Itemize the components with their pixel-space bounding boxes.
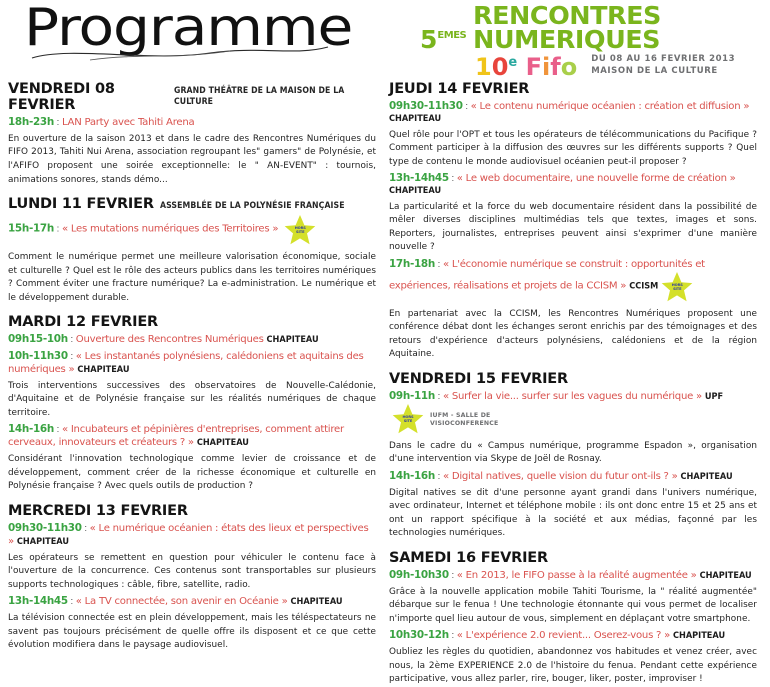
day-name: JEUDI 14 FEVRIER: [389, 81, 530, 97]
session-heading: [389, 258, 757, 305]
session-separator: :: [67, 596, 76, 608]
day-header: [8, 503, 376, 519]
session-title: « Surfer la vie... surfer sur les vagues du numérique »: [442, 390, 705, 402]
session-title: « Le contenu numérique océanien : création et diffusion »: [470, 101, 750, 112]
festival-dates: DU 08 AU 16 FEVRIER 2013: [591, 53, 736, 64]
session-description: Les opérateurs se remettent en question pour véhiculer le contenu face à l'ouverture de la concurrence. Ces contenus sont transportables sur plusieurs supports technologiques : câble, fibre, satellite, radio.: [8, 552, 376, 590]
session-title: « Les instantanés polynésiens, calédoniens et aquitains des numériques »: [8, 351, 364, 375]
session-venue: UPF: [704, 391, 724, 402]
day-name: LUNDI 11 FEVRIER: [8, 196, 154, 213]
session-venue: CHAPITEAU: [389, 113, 442, 124]
session-title: « L'expérience 2.0 revient... Oserez-vous ? »: [456, 630, 673, 642]
session-heading: [389, 470, 757, 484]
page-title: Programme: [24, 0, 353, 58]
festival-edition-number: 5: [420, 24, 437, 54]
session-description: En ouverture de la saison 2013 et dans le cadre des Rencontres Numériques du FIFO 2013, Tahiti Nui Arena, association regroupant les" gamers" de Polynésie, et l'AFIFO proposent une soirée exceptionnelle: le " AN-EVENT" : tournois, animations sonores, stands démo...: [8, 133, 376, 185]
session-venue: CHAPITEAU: [77, 364, 130, 375]
right-column: [389, 72, 757, 687]
fifo-number-1: 1: [475, 53, 492, 82]
day-header: [389, 81, 757, 97]
day-name: VENDREDI 15 FEVRIER: [389, 370, 568, 387]
fifo-letter-o: o: [560, 53, 578, 82]
hors-site-star-badge: [283, 215, 317, 248]
session-entry: [8, 595, 376, 653]
session-heading: [389, 100, 757, 126]
session-separator: :: [462, 101, 471, 112]
day-name: MERCREDI 13 FEVRIER: [8, 502, 188, 519]
session-heading: [389, 569, 757, 583]
session-heading: [389, 629, 757, 643]
session-venue: CHAPITEAU: [680, 471, 733, 482]
session-time: 10h-11h30: [8, 350, 68, 363]
badge-label: HORS SITE: [671, 282, 683, 291]
session-description: Quel rôle pour l'OPT et tous les opérateurs de télécommunications du Pacifique ? Comment participer à la diffusion des œuvres sur les différents supports ? Quel type de contenu le monde audiovisuel océanien peut-il proposer ?: [389, 129, 757, 167]
session-entry: [8, 423, 376, 493]
session-heading: [8, 333, 376, 347]
session-separator: :: [448, 569, 457, 581]
session-time: 15h-17h: [8, 222, 54, 235]
session-entry: [389, 470, 757, 541]
session-venue: CCISM: [629, 281, 659, 292]
session-description: Considérant l'innovation technologique comme levier de croissance et de développement, comment créer de la richesse économique et culturelle en Polynésie française ? Avec quels outils de production ?: [8, 454, 376, 492]
festival-info: [591, 53, 735, 78]
session-description: La particularité et la force du web documentaire résident dans la possibilité de mêler diverses disciplines multimédias tels que textes, images et sons. Reporters, journalistes, entreprises peuvent ainsi s'exprimer d'une manière nouvelle ?: [389, 201, 757, 253]
day-name: VENDREDI 08 FEVRIER: [8, 81, 115, 113]
day-name: MARDI 12 FEVRIER: [8, 314, 158, 331]
session-separator: :: [448, 173, 457, 185]
session-separator: :: [53, 223, 62, 235]
session-entry: [8, 350, 376, 420]
festival-place: MAISON DE LA CULTURE: [591, 65, 718, 76]
festival-edition-suffix: EMES: [437, 29, 467, 41]
session-venue-note: IUFM - SALLE DE VISIOCONFERENCE: [430, 412, 499, 428]
session-separator: :: [53, 117, 62, 128]
session-title: « Le web documentaire, une nouvelle forme de création »: [456, 173, 736, 185]
session-heading: [8, 350, 376, 377]
session-venue: CHAPITEAU: [290, 597, 343, 608]
day-header: [389, 550, 757, 566]
session-time: 10h30-12h: [389, 629, 449, 642]
day-header: [389, 371, 757, 387]
session-entry: [8, 116, 376, 187]
session-entry: [389, 172, 757, 255]
session-entry: [8, 522, 376, 592]
session-separator: :: [67, 351, 76, 363]
session-time: 18h-23h: [8, 116, 54, 128]
session-separator: :: [434, 258, 443, 270]
day-header: [8, 314, 376, 330]
session-entry: [389, 100, 757, 169]
session-venue: CHAPITEAU: [266, 335, 319, 346]
session-venue: CHAPITEAU: [196, 438, 249, 449]
session-entry: [389, 569, 757, 627]
fifo-letter-f: F: [525, 53, 542, 82]
session-description: En partenariat avec la CCISM, les Rencontres Numériques proposent une conférence débat dont les échanges seront enrichis par des témoignages et des retours d'expérience d'acteurs polynésiens, calédoniens et de la région Aquitaine.: [389, 308, 757, 360]
session-heading: [8, 215, 376, 248]
badge-label: HORS SITE: [294, 226, 306, 235]
session-title: Ouverture des Rencontres Numériques: [75, 334, 267, 346]
day-header: [8, 81, 376, 113]
page-header: [0, 0, 770, 82]
session-entry: [389, 258, 757, 362]
session-title: « L'économie numérique se construit : opportunités et expériences, réalisations et projets de la CCISM »: [389, 258, 705, 292]
session-entry: [8, 333, 376, 347]
session-separator: :: [81, 522, 90, 534]
session-heading: [8, 116, 376, 130]
session-time: 09h-11h: [389, 389, 435, 402]
session-time: 09h30-11h30: [8, 521, 82, 534]
fifo-logo: [475, 53, 578, 82]
session-entry: [389, 390, 757, 467]
session-description: Comment le numérique permet une meilleure valorisation économique, sociale et culturelle ? Quel est le rôle des acteurs publics dans les territoires numériques ? Comment éviter une fracture numérique? La e-administration. Le numérique et le développement durable.: [8, 252, 376, 303]
hors-site-star-badge: [660, 272, 694, 305]
left-column: [8, 72, 376, 687]
session-heading: [389, 390, 757, 437]
session-separator: :: [53, 424, 62, 436]
day-venue: GRAND THÉÂTRE DE LA MAISON DE LA CULTURE: [174, 85, 345, 107]
session-heading: [8, 522, 376, 549]
session-venue: CHAPITEAU: [673, 631, 726, 642]
session-description: Dans le cadre du « Campus numérique, programme Espadon », organisation d'une intervention via Skype de Joël de Rosnay.: [389, 440, 757, 465]
badge-label: HORS SITE: [402, 414, 414, 423]
session-separator: :: [434, 470, 443, 482]
fifo-letter-i: i: [542, 53, 551, 82]
session-title: « La TV connectée, son avenir en Océanie »: [75, 596, 291, 608]
session-separator: :: [448, 630, 457, 642]
festival-name: RENCONTRES NUMERIQUES: [473, 1, 662, 54]
session-title: « Incubateurs et pépinières d'entreprises, comment attirer cerveaux, innovateurs et créateurs ? »: [8, 424, 344, 449]
day-header: [8, 196, 376, 212]
fifo-number-0: 0: [491, 53, 509, 82]
session-heading: [389, 172, 757, 198]
day-venue: ASSEMBLÉE DE LA POLYNÉSIE FRANÇAISE: [159, 200, 345, 212]
session-heading: [8, 595, 376, 609]
session-time: 09h30-11h30: [389, 100, 463, 112]
session-heading: [8, 423, 376, 450]
session-entry: [8, 215, 376, 305]
session-description: Digital natives se dit d'une personne ayant grandi dans l'univers numérique, avec ordinateur, Internet et téléphone mobile : ils ont donc entre 15 et 25 ans et ont un rapport spécifique à la société et aux médias, façonné par les technologies numériques.: [389, 487, 757, 539]
session-entry: [389, 629, 757, 687]
session-description: Oubliez les règles du quotidien, abandonnez vos habitudes et venez créer, avec nous, la 2ème EXPERIENCE 2.0 de l'histoire du fenua. Pendant cette expérience participative, vous allez parler, rire, bouger, liker, poster, improviser !: [389, 647, 757, 685]
hors-site-star-badge: [391, 404, 425, 437]
session-title: « En 2013, le FIFO passe à la réalité augmentée »: [456, 569, 700, 581]
session-description: Grâce à la nouvelle application mobile Tahiti Tourisme, la " réalité augmentée" débarque sur le fenua ! Une technologie étonnante qui vous permet de localiser n'importe quel lieu autour de vous, simplement en déplaçant votre smartphone.: [389, 586, 757, 624]
festival-branding: [420, 1, 765, 82]
session-time: 09h15-10h: [8, 333, 68, 346]
session-venue: CHAPITEAU: [16, 536, 69, 547]
session-description: La télévision connectée est en plein développement, mais les téléspectateurs ne savent pas toujours précisément de quelle offre ils disposent et ce que cette évolution modifiera dans le paysage audiovisuel.: [8, 613, 376, 651]
session-venue: CHAPITEAU: [699, 570, 752, 581]
fifo-letter-f2: f: [550, 53, 561, 82]
session-separator: :: [67, 334, 76, 346]
day-name: SAMEDI 16 FEVRIER: [389, 549, 548, 566]
session-separator: :: [434, 390, 443, 402]
session-title: « Digital natives, quelle vision du futur ont-ils ? »: [442, 470, 681, 482]
programme-columns: [0, 72, 770, 687]
session-time: 14h-16h: [8, 423, 54, 436]
session-time: 14h-16h: [389, 469, 435, 482]
session-description: Trois interventions successives des observatoires de Nouvelle-Calédonie, d'Aquitaine et de Polynésie française sur les réalités numériques de chaque territoire.: [8, 380, 376, 418]
session-title: « Les mutations numériques des Territoires »: [61, 223, 282, 235]
session-time: 13h-14h45: [8, 595, 68, 608]
session-time: 09h-10h30: [389, 568, 449, 581]
session-time: 13h-14h45: [389, 172, 449, 185]
session-title: « Le numérique océanien : états des lieux et perspectives »: [8, 522, 369, 547]
fifo-exponent: e: [508, 55, 518, 71]
session-time: 17h-18h: [389, 257, 435, 270]
session-venue: CHAPITEAU: [389, 186, 442, 197]
session-title: LAN Party avec Tahiti Arena: [61, 117, 195, 128]
